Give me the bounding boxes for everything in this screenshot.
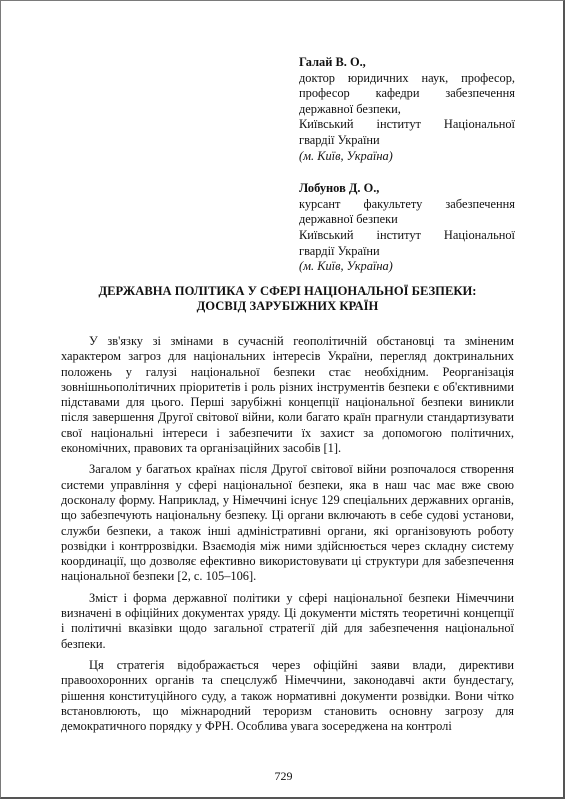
- author-affiliation-line: Київський інститут Національної: [299, 227, 515, 242]
- body-paragraph: Зміст і форма державної політики у сфері національної безпеки Німеччини визначені в офіційних документах уряду. Ці документи містять теоретичні концепції і політичні вказівки щодо загальної стратегії дій для забезпечення національної безпеки.: [61, 590, 514, 651]
- title-line: ДОСВІД ЗАРУБІЖНИХ КРАЇН: [196, 299, 379, 313]
- author-affiliation-line: державної безпеки: [299, 212, 398, 227]
- author-affiliation-line: гвардії України: [299, 243, 380, 258]
- article-title: [61, 284, 514, 314]
- page-number: 729: [274, 769, 293, 783]
- author-affiliation-line: професор кафедри забезпечення: [299, 86, 515, 101]
- author-location: (м. Київ, Україна): [299, 259, 393, 274]
- article-body: [61, 334, 514, 740]
- author-affiliation-line: державної безпеки,: [299, 101, 401, 116]
- author-affiliation-line: курсант факультету забезпечення: [299, 196, 515, 211]
- author-name: Лобунов Д. О.,: [299, 181, 380, 196]
- author-name: Галай В. О.,: [299, 55, 366, 69]
- author-entry-2: [299, 181, 515, 275]
- body-paragraph: Ця стратегія відображається через офіційні заяви влади, директиви правоохоронних органів та спецслужб Німеччини, законодавчі акти бундестагу, рішення конституційного суду, а також нормативні документи розвідки. Вони чітко встановлюють, що міжнародний тероризм становить основну загрозу для демократичного порядку у ФРН. Особлива увага зосереджена на контролі: [61, 657, 514, 734]
- author-affiliation-line: доктор юридичних наук, професор,: [299, 70, 515, 85]
- body-paragraph: У зв'язку зі змінами в сучасній геополітичній обстановці та зміненим характером загроз для національних інтересів України, перегляд доктринальних положень у галузі національної безпеки стає необхідним. Реорганізація зовнішньополітичних пріоритетів і роль різних інструментів безпеки є об'єктивними підставами для цього. Перші зарубіжні концепції національної безпеки виникли після завершення Другої світової війни, коли багато країн прагнули стандартизувати свої національні інтереси і забезпечити їх захист за допомогою політичних, економічних, правових та організаційних засобів [1].: [61, 334, 514, 456]
- body-paragraph: Загалом у багатьох країнах після Другої світової війни розпочалося створення системи управління у сфері національної безпеки, яка в наш час має вже свою досконалу форму. Наприклад, у Німеччині існує 129 спеціальних державних органів, що забезпечують національну безпеку. Ці органи включають в себе судові установи, служби безпеки, а також інші адміністративні органи, які організовують роботу розвідки і контррозвідки. Взаємодія між ними здійснюється через складну систему координації, що дозволяє ефективно використовувати ці структури для забезпечення національної безпеки [2, с. 105–106].: [61, 462, 514, 584]
- author-location: (м. Київ, Україна): [299, 148, 393, 163]
- title-line: ДЕРЖАВНА ПОЛІТИКА У СФЕРІ НАЦІОНАЛЬНОЇ БЕЗПЕКИ:: [98, 284, 477, 298]
- author-affiliation-line: гвардії України: [299, 132, 380, 147]
- author-entry-1: [299, 55, 515, 164]
- author-affiliation-line: Київський інститут Національної: [299, 117, 515, 132]
- author-block: [299, 55, 515, 292]
